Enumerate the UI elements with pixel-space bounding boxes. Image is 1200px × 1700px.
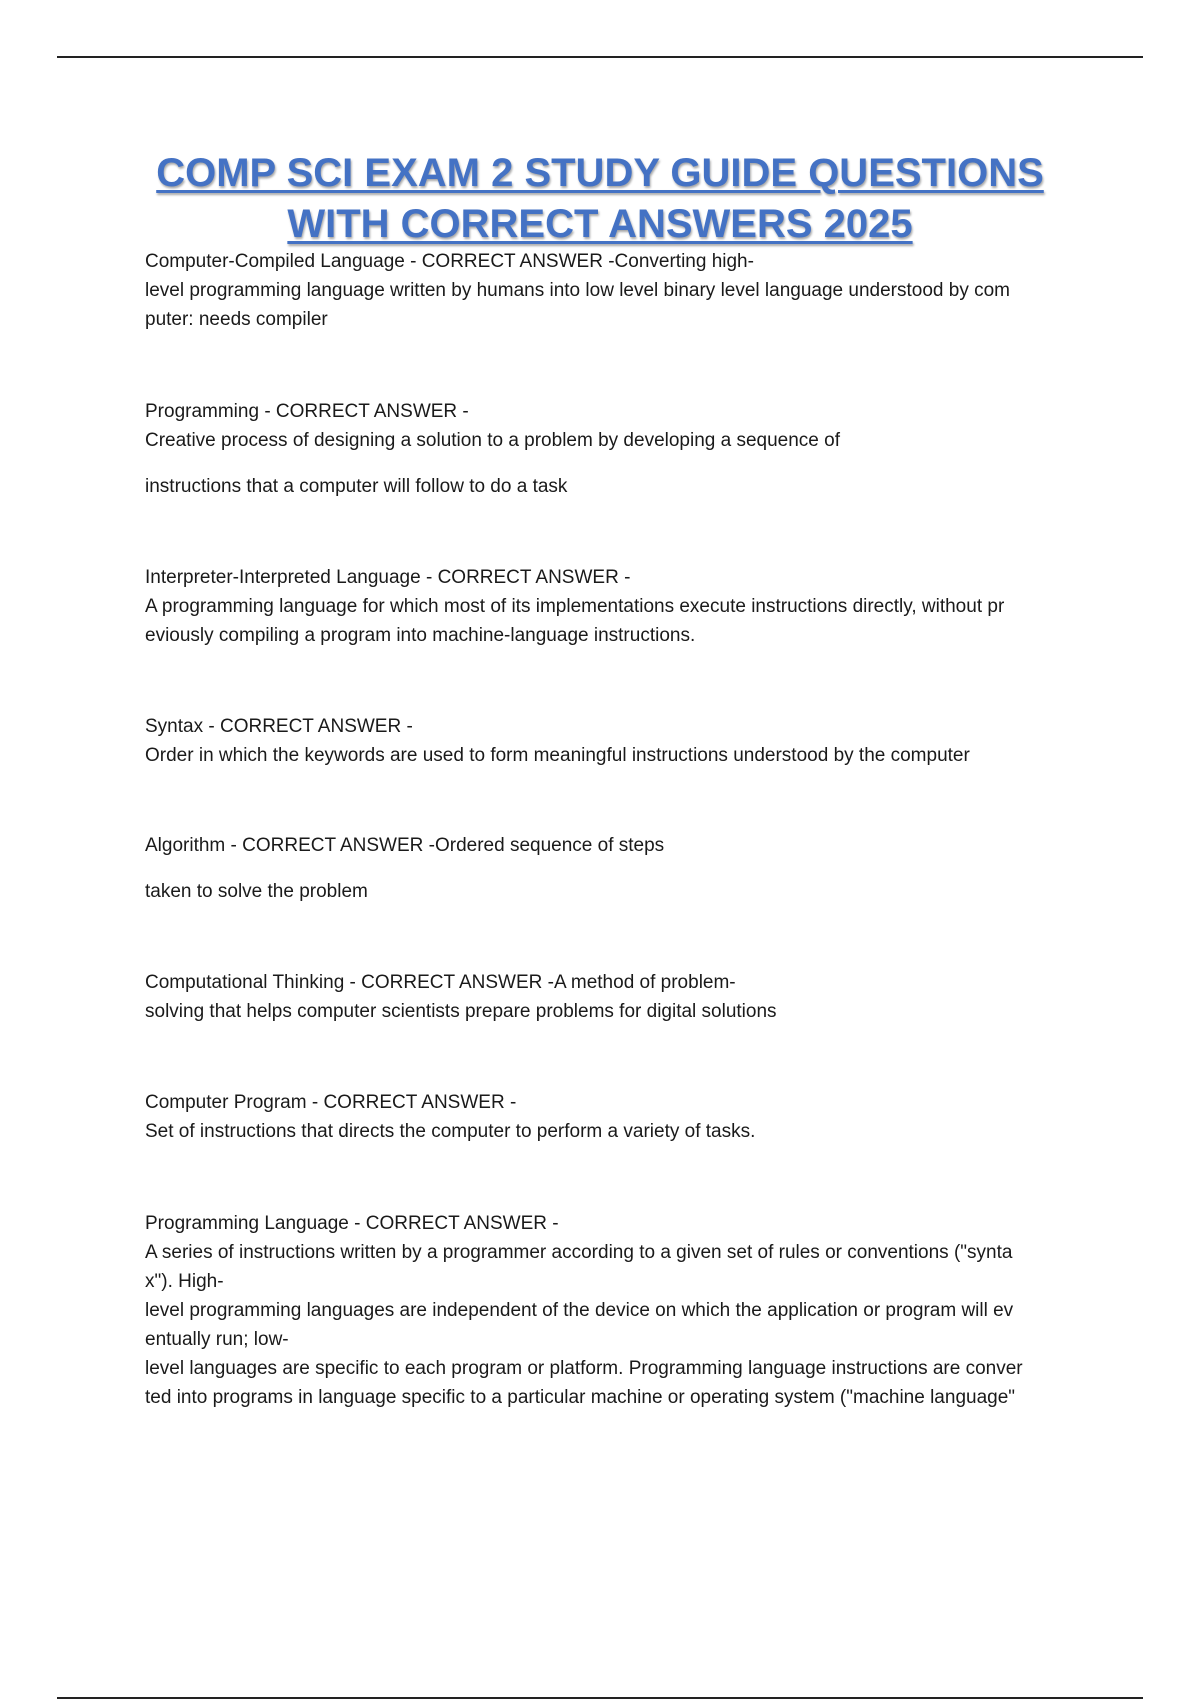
qa-entry-algorithm bbox=[145, 831, 1100, 906]
entry-line: Creative process of designing a solution to a problem by developing a sequence of bbox=[145, 430, 840, 451]
qa-entry-computer-program bbox=[145, 1088, 1100, 1146]
title-line-2: WITH CORRECT ANSWERS 2025 bbox=[287, 202, 913, 246]
entry-line: Computer Program - CORRECT ANSWER - bbox=[145, 1092, 517, 1113]
header-rule bbox=[57, 56, 1143, 58]
entry-line: Order in which the keywords are used to form meaningful instructions understood by the computer bbox=[145, 745, 970, 766]
entry-line: entually run; low- bbox=[145, 1329, 289, 1350]
entry-line: x"). High- bbox=[145, 1271, 224, 1292]
entry-line: Set of instructions that directs the computer to perform a variety of tasks. bbox=[145, 1121, 756, 1142]
entry-line: puter: needs compiler bbox=[145, 309, 328, 330]
qa-entry-interpreter-interpreted-language bbox=[145, 563, 1100, 650]
footer-rule bbox=[57, 1697, 1143, 1699]
qa-entry-computational-thinking bbox=[145, 968, 1100, 1026]
entry-line: taken to solve the problem bbox=[145, 881, 368, 902]
qa-entry-programming bbox=[145, 397, 1100, 501]
title-line-1: COMP SCI EXAM 2 STUDY GUIDE QUESTIONS bbox=[156, 151, 1044, 195]
entry-line: level programming languages are independent of the device on which the application or program will ev bbox=[145, 1300, 1014, 1321]
entry-line: instructions that a computer will follow to do a task bbox=[145, 476, 568, 497]
entry-line: Algorithm - CORRECT ANSWER -Ordered sequence of steps bbox=[145, 835, 665, 856]
document-title bbox=[0, 148, 1200, 250]
entry-line: level programming language written by humans into low level binary level language understood by com bbox=[145, 280, 1010, 301]
entry-line: Interpreter-Interpreted Language - CORRECT ANSWER - bbox=[145, 567, 631, 588]
entry-line: Programming Language - CORRECT ANSWER - bbox=[145, 1213, 559, 1234]
entry-line: level languages are specific to each program or platform. Programming language instructions are conver bbox=[145, 1358, 1023, 1379]
entry-line: Programming - CORRECT ANSWER - bbox=[145, 401, 469, 422]
entry-line: Computer-Compiled Language - CORRECT ANSWER -Converting high- bbox=[145, 251, 754, 272]
entry-line: A series of instructions written by a programmer according to a given set of rules or conventions ("synta bbox=[145, 1242, 1013, 1263]
entry-line: eviously compiling a program into machine-language instructions. bbox=[145, 625, 696, 646]
entry-line: A programming language for which most of its implementations execute instructions directly, without pr bbox=[145, 596, 1005, 617]
entry-line: Computational Thinking - CORRECT ANSWER -A method of problem- bbox=[145, 972, 736, 993]
qa-entry-programming-language bbox=[145, 1209, 1100, 1412]
entry-line: solving that helps computer scientists prepare problems for digital solutions bbox=[145, 1001, 777, 1022]
entry-line: ted into programs in language specific to a particular machine or operating system ("machine language" bbox=[145, 1387, 1016, 1408]
qa-entry-computer-compiled-language bbox=[145, 247, 1100, 334]
entry-line: Syntax - CORRECT ANSWER - bbox=[145, 716, 413, 737]
qa-entry-syntax bbox=[145, 712, 1100, 770]
